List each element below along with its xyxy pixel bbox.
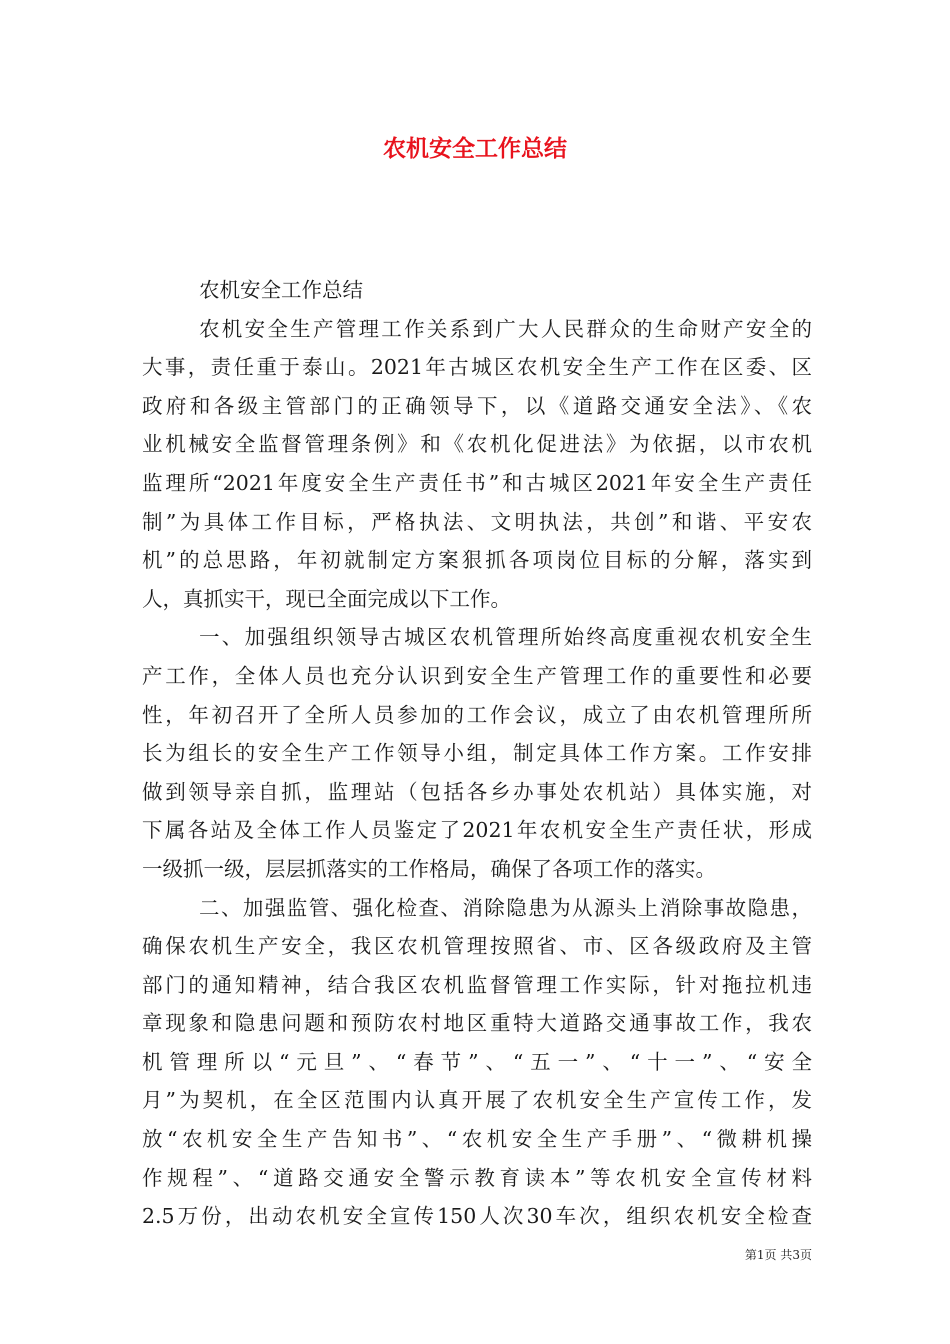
paragraph-line: 部门的通知精神，结合我区农机监督管理工作实际，针对拖拉机违 [142, 972, 812, 997]
paragraph-line: 一、加强组织领导古城区农机管理所始终高度重视农机安全生 [199, 625, 812, 650]
paragraph-line: 二、加强监管、强化检查、消除隐患为从源头上消除事故隐患， [199, 895, 812, 920]
paragraph-line: 大事，责任重于泰山。2021年古城区农机安全生产工作在区委、区 [142, 355, 812, 380]
paragraph-line: 产工作，全体人员也充分认识到安全生产管理工作的重要性和必要 [142, 663, 812, 688]
document-body [142, 271, 812, 1236]
paragraph-line: 确保农机生产安全，我区农机管理按照省、市、区各级政府及主管 [142, 934, 812, 959]
paragraph-line: 机”的总思路，年初就制定方案狠抓各项岗位目标的分解，落实到 [142, 548, 812, 573]
paragraph-line: 机管理所以“元旦”、“春节”、“五一”、“十一”、“安全 [142, 1049, 812, 1074]
paragraph-line: 性，年初召开了全所人员参加的工作会议，成立了由农机管理所所 [142, 702, 812, 727]
paragraph-line: 下属各站及全体工作人员鉴定了2021年农机安全生产责任状，形成 [142, 818, 812, 843]
paragraph-line: 业机械安全监督管理条例》和《农机化促进法》为依据，以市农机 [142, 432, 812, 457]
paragraph-line: 月”为契机，在全区范围内认真开展了农机安全生产宣传工作，发 [142, 1088, 812, 1113]
page-number: 第1页 共3页 [744, 1248, 812, 1262]
paragraph-line: 农机安全生产管理工作关系到广大人民群众的生命财产安全的 [199, 316, 812, 341]
paragraph-line: 一级抓一级，层层抓落实的工作格局，确保了各项工作的落实。 [142, 856, 716, 881]
paragraph-line: 做到领导亲自抓，监理站（包括各乡办事处农机站）具体实施，对 [142, 779, 812, 804]
paragraph-line: 长为组长的安全生产工作领导小组，制定具体工作方案。工作安排 [142, 741, 812, 766]
document-title: 农机安全工作总结 [383, 136, 567, 162]
paragraph-line: 2.5万份，出动农机安全宣传150人次30车次，组织农机安全检查 [142, 1204, 812, 1229]
paragraph-line: 章现象和隐患问题和预防农村地区重特大道路交通事故工作，我农 [142, 1011, 812, 1036]
paragraph-line: 放“农机安全生产告知书”、“农机安全生产手册”、“微耕机操 [142, 1127, 812, 1152]
paragraph-line: 制”为具体工作目标，严格执法、文明执法，共创”和谐、平安农 [142, 509, 812, 534]
paragraph-line: 监理所“2021年度安全生产责任书”和古城区2021年安全生产责任 [142, 470, 812, 495]
paragraph-line: 作规程”、“道路交通安全警示教育读本”等农机安全宣传材料 [142, 1165, 812, 1190]
paragraph-heading: 农机安全工作总结 [199, 278, 363, 302]
paragraph-line: 政府和各级主管部门的正确领导下，以《道路交通安全法》、《农 [142, 393, 812, 418]
paragraph-line: 人，真抓实干，现已全面完成以下工作。 [142, 586, 511, 611]
